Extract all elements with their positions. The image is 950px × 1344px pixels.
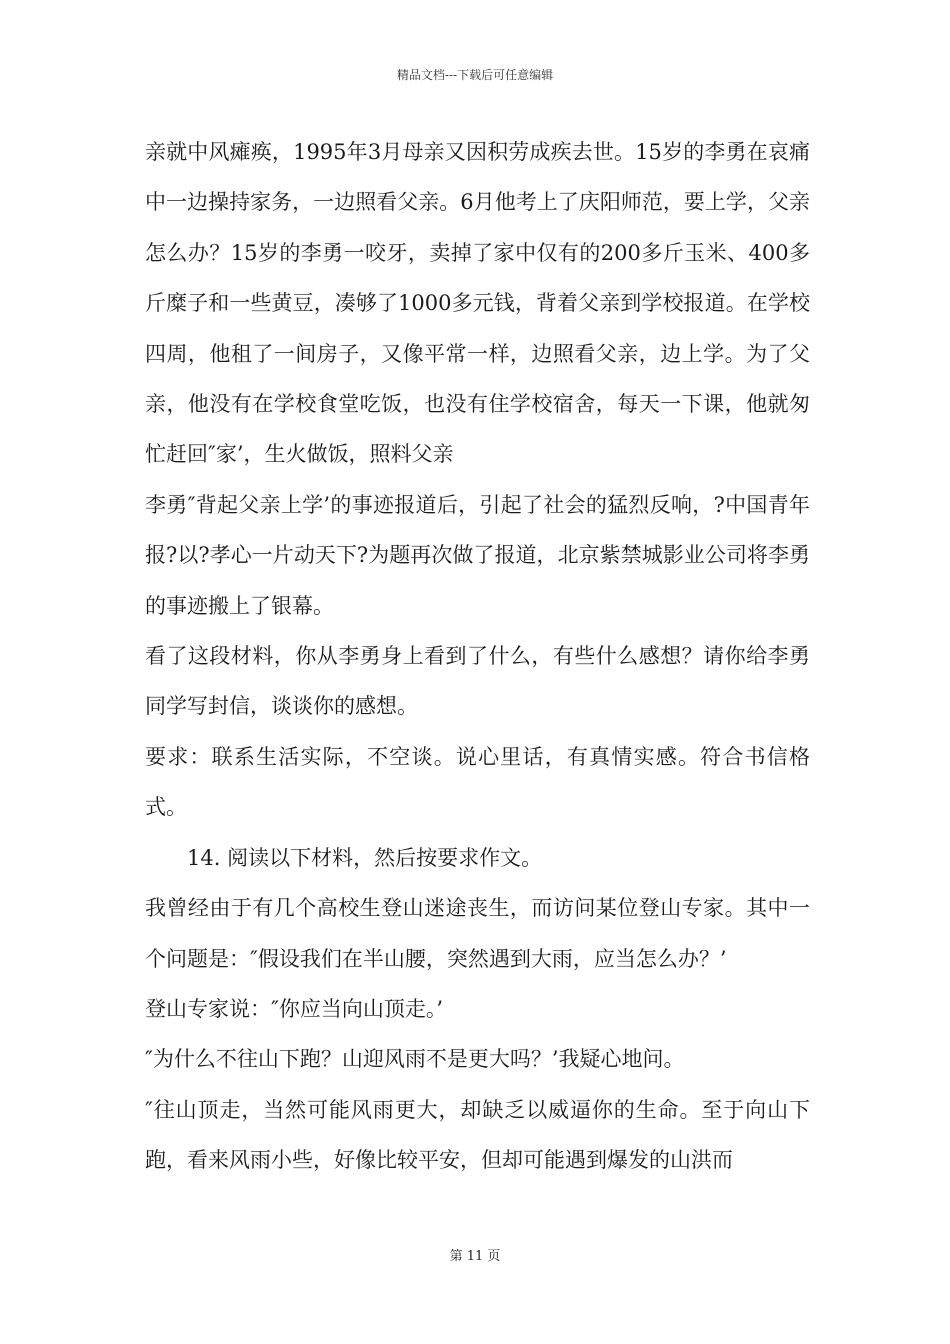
paragraph-7: 登山专家说：″你应当向山顶走。’: [145, 996, 444, 1021]
paragraph-3: 看了这段材料，你从李勇身上看到了什么，有些什么感想？请你给李勇同学写封信，谈谈你的感想。: [145, 644, 810, 719]
question-14-heading: 14. 阅读以下材料，然后按要求作文。: [187, 845, 543, 870]
paragraph-8: ″为什么不往山下跑？山迎风雨不是更大吗？’我疑心地问。: [145, 1047, 685, 1072]
page-header: 精品文档---下载后可任意编辑: [396, 68, 554, 82]
paragraph-4: 要求：联系生活实际，不空谈。说心里话，有真情实感。符合书信格式。: [145, 744, 810, 820]
paragraph-1: 亲就中风瘫痪，1995年3月母亲又因积劳成疾去世。15岁的李勇在哀痛中一边操持家务，一边照看父亲。6月他考上了庆阳师范，要上学，父亲怎么办？15岁的李勇一咬牙，卖掉了家中仅有的200多斤玉米、400多斤糜子和一些黄豆，凑够了1000多元钱，背着父亲到学校报道。在学校四周，他租了一间房子，又像平常一样，边照看父亲，边上学。为了父亲，他没有在学校食堂吃饭，也没有住学校宿舍，每天一下课，他就匆忙赶回″家’，生火做饭，照料父亲: [145, 140, 810, 467]
page-number: 第 11 页: [449, 1249, 501, 1264]
paragraph-9: ″往山顶走，当然可能风雨更大，却缺乏以威逼你的生命。至于向山下跑，看来风雨小些，好像比较平安，但却可能遇到爆发的山洪而: [145, 1097, 810, 1173]
document-body: [145, 127, 810, 1186]
paragraph-2: 李勇″背起父亲上学’的事迹报道后，引起了社会的猛烈反响，?中国青年报?以?孝心一片动天下?为题再次做了报道，北京紫禁城影业公司将李勇的事迹搬上了银幕。: [145, 492, 810, 618]
paragraph-6: 我曾经由于有几个高校生登山迷途丧生，而访问某位登山专家。其中一个问题是：″假设我们在半山腰，突然遇到大雨，应当怎么办？’: [145, 896, 810, 971]
